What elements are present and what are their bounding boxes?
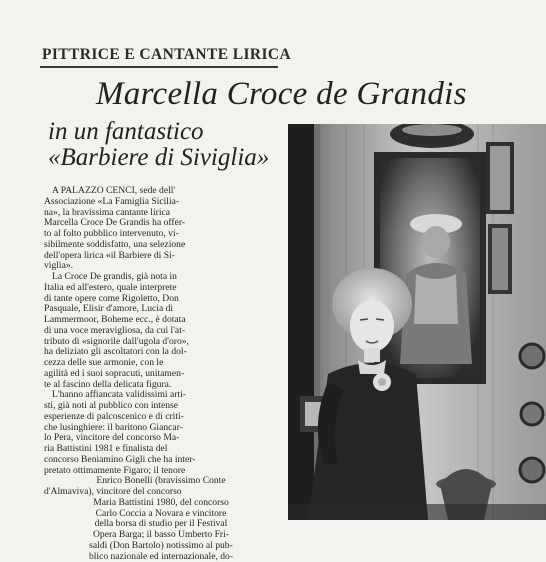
body-line: che lusinghiere: il baritono Giancar-	[44, 423, 278, 434]
body-line: ria Battistini 1981 e finalista del	[44, 444, 278, 455]
article-photo	[288, 124, 546, 520]
body-line: blico nazionale ed internazionale, do-	[44, 552, 278, 562]
body-line: della borsa di studio per il Festival	[44, 519, 278, 530]
body-line: sibilmente soddisfatto, una selezione	[44, 240, 278, 251]
body-line: Enrico Bonelli (bravissimo Conte	[44, 476, 278, 487]
body-line: saldi (Don Bartolo) notissimo al pub-	[44, 541, 278, 552]
photo-illustration	[288, 124, 546, 520]
body-line: Marcella Croce De Grandis ha offer-	[44, 218, 278, 229]
body-line: dell'opera lirica «il Barbiere di Si-	[44, 251, 278, 262]
body-line: Associazione «La Famiglia Sicilia-	[44, 197, 278, 208]
article-subhead-line-2: «Barbiere di Siviglia»	[48, 144, 269, 172]
body-line: Maria Battistini 1980, del concorso	[44, 498, 278, 509]
body-line: La Croce De grandis, già nota in	[44, 272, 278, 283]
body-line: lo Pera, vincitore del concorso Ma-	[44, 433, 278, 444]
body-line: na», la bravissima cantante lirica	[44, 208, 278, 219]
body-line: agilità ed i suoi sopracuti, unitamen-	[44, 369, 278, 380]
body-line: Pasquale, Elisir d'amore, Lucia di	[44, 304, 278, 315]
body-line: d'Almaviva), vincitore del concorso	[44, 487, 278, 498]
body-line: cezza delle sue armonie, con le	[44, 358, 278, 369]
body-line: concorso Beniamino Gigli che ha inter-	[44, 455, 278, 466]
body-line: pretato ottimamente Figaro; il tenore	[44, 466, 278, 477]
body-line: esperienze di palcoscenico e di criti-	[44, 412, 278, 423]
body-line: Italia ed all'estero, quale interprete	[44, 283, 278, 294]
body-line: to al folto pubblico intervenuto, vi-	[44, 229, 278, 240]
kicker-underline	[40, 66, 278, 68]
article-body-column	[44, 186, 278, 562]
article-subhead-line-1: in un fantastico	[48, 118, 204, 146]
body-line: ha deliziato gli ascoltatori con la dol-	[44, 347, 278, 358]
body-line: te al fascino della delicata figura.	[44, 380, 278, 391]
body-line: viglia».	[44, 261, 278, 272]
article-headline: Marcella Croce de Grandis	[96, 76, 467, 113]
body-line: sti, già noti al pubblico con intense	[44, 401, 278, 412]
body-line: tributo di «signorile dall'ugola d'oro»,	[44, 337, 278, 348]
body-line: A PALAZZO CENCI, sede dell'	[44, 186, 278, 197]
body-line: Opera Barga; il basso Umberto Fri-	[44, 530, 278, 541]
body-line: di una voce meravigliosa, da cui l'at-	[44, 326, 278, 337]
body-line: L'hanno affiancata validissimi arti-	[44, 390, 278, 401]
section-kicker: PITTRICE E CANTANTE LIRICA	[42, 46, 291, 64]
body-line: di tante opere come Rigoletto, Don	[44, 294, 278, 305]
body-line: Carlo Coccia a Novara e vincitore	[44, 509, 278, 520]
body-line: Lammermoor, Boheme ecc., è dotata	[44, 315, 278, 326]
